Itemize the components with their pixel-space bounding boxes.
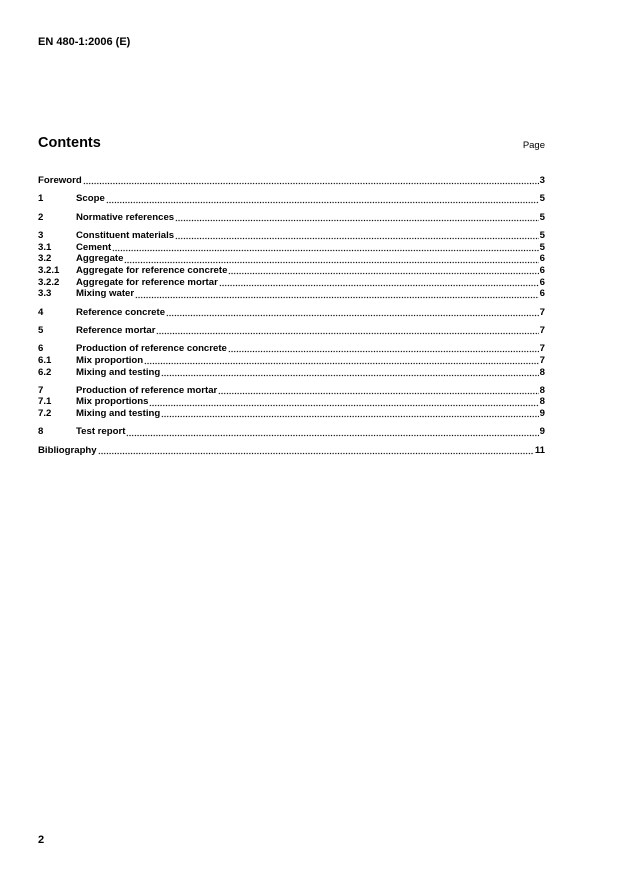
dot-leader — [126, 426, 538, 438]
table-of-contents — [38, 175, 545, 456]
toc-entry-page: 5 — [539, 241, 545, 253]
toc-entry-page: 7 — [539, 306, 545, 318]
toc-entry — [38, 242, 545, 254]
toc-entry-number: 3.2.2 — [38, 276, 60, 288]
toc-entry-number: 7 — [38, 384, 44, 396]
toc-entry-title: Mixing and testing — [76, 366, 161, 378]
dot-leader — [175, 212, 539, 224]
toc-entry — [38, 288, 545, 300]
dot-leader — [218, 385, 538, 397]
toc-entry-title: Mixing and testing — [76, 408, 161, 420]
toc-entry-page: 3 — [539, 175, 545, 186]
toc-entry — [38, 343, 545, 355]
toc-entry-title: Normative references — [76, 211, 175, 223]
toc-entry-number: 5 — [38, 324, 44, 336]
toc-entry-page: 6 — [539, 264, 545, 276]
toc-entry-title: Production of reference concrete — [76, 343, 227, 355]
toc-entry-title: Test report — [76, 426, 126, 438]
toc-entry-title: Reference concrete — [76, 306, 166, 318]
toc-entry-page: 11 — [534, 444, 545, 456]
contents-heading: Contents — [38, 135, 101, 151]
toc-entry-page: 9 — [539, 426, 545, 438]
toc-entry — [38, 212, 545, 224]
dot-leader — [156, 325, 538, 337]
toc-entry-title: Aggregate for reference mortar — [76, 276, 218, 288]
toc-entry — [38, 253, 545, 265]
toc-entry — [38, 325, 545, 337]
toc-entry — [38, 396, 545, 408]
toc-entry-title: Scope — [76, 193, 105, 205]
toc-entry-page: 5 — [539, 229, 545, 241]
toc-entry-title: Aggregate — [76, 253, 124, 265]
toc-entry-title: Bibliography — [38, 444, 97, 456]
toc-entry-number: 3.2.1 — [38, 264, 60, 276]
toc-entry — [38, 193, 545, 205]
toc-entry-title: Aggregate for reference concrete — [76, 264, 228, 276]
dot-leader — [112, 242, 538, 254]
dot-leader — [228, 265, 538, 277]
toc-entry-page: 8 — [539, 384, 545, 396]
dot-leader — [83, 175, 539, 187]
toc-entry-title: Foreword — [38, 175, 82, 186]
toc-entry-title: Mix proportions — [76, 396, 149, 408]
toc-entry-title: Mix proportion — [76, 354, 144, 366]
toc-entry-title: Cement — [76, 241, 112, 253]
toc-entry — [38, 408, 545, 420]
toc-entry-page: 7 — [539, 354, 545, 366]
toc-entry-number: 2 — [38, 211, 44, 223]
dot-leader — [228, 343, 539, 355]
document-identifier: EN 480-1:2006 (E) — [38, 36, 131, 48]
toc-entry-page: 6 — [539, 276, 545, 288]
toc-entry-number: 3.3 — [38, 288, 52, 300]
toc-entry-page: 7 — [539, 324, 545, 336]
dot-leader — [106, 193, 539, 205]
page-column-label: Page — [522, 140, 545, 151]
toc-entry-number: 3.2 — [38, 253, 52, 265]
toc-entry-number: 6.2 — [38, 366, 52, 378]
dot-leader — [219, 277, 539, 289]
dot-leader — [124, 253, 538, 265]
toc-entry — [38, 277, 545, 289]
toc-entry-number: 3 — [38, 229, 44, 241]
toc-entry-page: 7 — [539, 343, 545, 355]
toc-entry — [38, 307, 545, 319]
dot-leader — [149, 396, 538, 408]
toc-entry-page: 5 — [539, 211, 545, 223]
toc-entry-page: 8 — [539, 366, 545, 378]
toc-entry — [38, 355, 545, 367]
toc-entry-number: 7.1 — [38, 396, 52, 408]
dot-leader — [144, 355, 539, 367]
dot-leader — [161, 408, 538, 420]
dot-leader — [135, 288, 539, 300]
dot-leader — [166, 307, 539, 319]
page-number: 2 — [38, 834, 45, 846]
toc-entry-number: 3.1 — [38, 241, 52, 253]
toc-entry — [38, 175, 545, 187]
dot-leader — [161, 367, 538, 379]
toc-entry-title: Production of reference mortar — [76, 384, 218, 396]
toc-entry — [38, 265, 545, 277]
toc-entry-title: Mixing water — [76, 288, 135, 300]
toc-entry — [38, 445, 545, 457]
toc-entry-number: 7.2 — [38, 408, 52, 420]
toc-entry-title: Constituent materials — [76, 229, 175, 241]
toc-entry-page: 6 — [539, 253, 545, 265]
toc-entry-number: 6.1 — [38, 354, 52, 366]
dot-leader — [98, 445, 534, 457]
toc-entry-page: 6 — [539, 288, 545, 300]
toc-entry — [38, 426, 545, 438]
toc-entry — [38, 385, 545, 397]
toc-entry-number: 4 — [38, 306, 44, 318]
dot-leader — [175, 230, 539, 242]
toc-entry — [38, 367, 545, 379]
toc-entry-title: Reference mortar — [76, 324, 156, 336]
toc-entry-page: 9 — [539, 408, 545, 420]
toc-entry-number: 8 — [38, 426, 44, 438]
toc-entry-number: 6 — [38, 343, 44, 355]
toc-entry — [38, 230, 545, 242]
toc-entry-page: 8 — [539, 396, 545, 408]
toc-entry-page: 5 — [539, 193, 545, 205]
toc-entry-number: 1 — [38, 193, 44, 205]
